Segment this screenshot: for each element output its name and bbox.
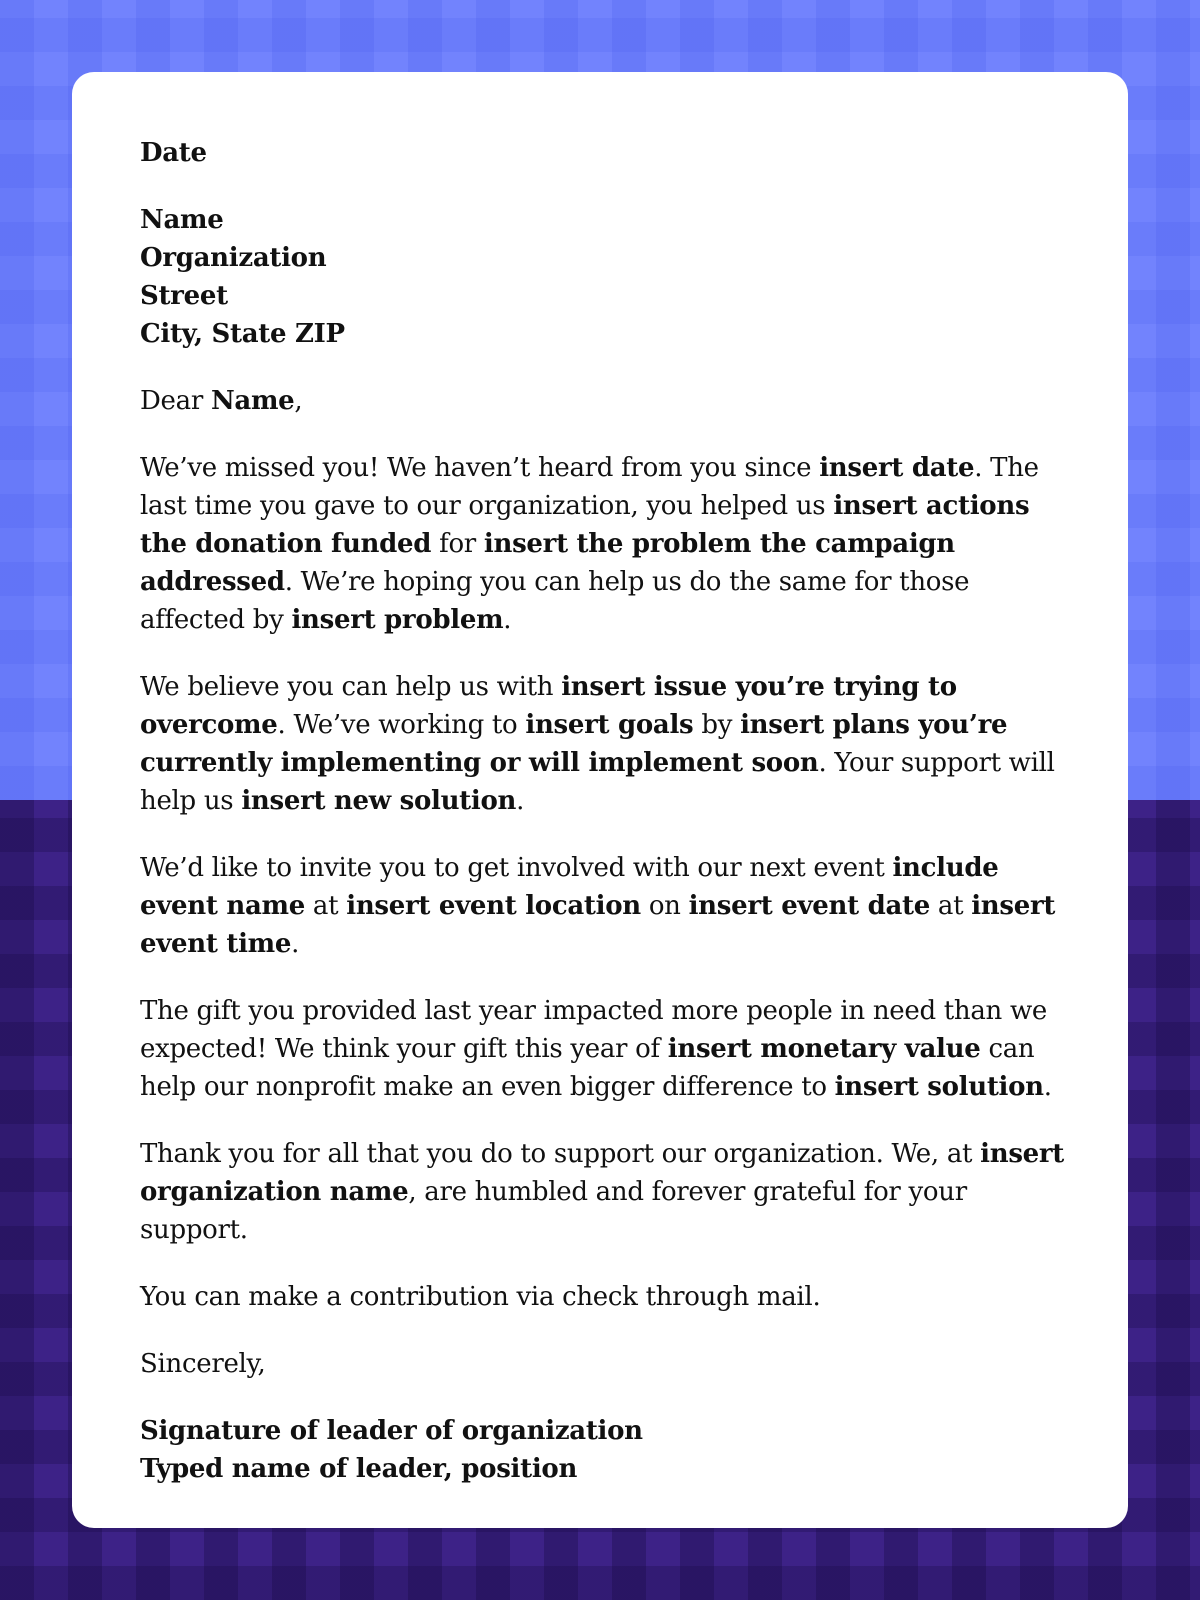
letter-card (72, 72, 1128, 1528)
paragraph-text: , are humbled and forever grateful for your support. (140, 1177, 967, 1245)
address-line: Name (140, 205, 224, 235)
paragraph-text: We believe you can help us with (140, 672, 562, 702)
address-line: City, State ZIP (140, 319, 345, 349)
paragraph-text: . (1043, 1072, 1052, 1102)
body-paragraph (140, 992, 1064, 1106)
body-paragraph (140, 668, 1064, 820)
paragraph-text: . We’ve working to (277, 710, 526, 740)
paragraph-text: You can make a contribution via check through mail. (140, 1282, 821, 1312)
paragraph-text: on (640, 891, 689, 921)
signature-block (140, 1412, 1064, 1488)
body-paragraph (140, 1278, 1064, 1316)
paragraph-text: at (304, 891, 347, 921)
paragraph-text: Thank you for all that you do to support our organization. We, at (140, 1139, 981, 1169)
placeholder-text: insert plans you’re currently implementing or will implement soon (140, 710, 1008, 778)
paragraph-text: . Your support will help us (140, 748, 1055, 816)
placeholder-text: insert event time (140, 891, 1056, 959)
body-paragraph (140, 449, 1064, 639)
letter-date: Date (140, 138, 207, 168)
paragraph-text: . We’re hoping you can help us do the same for those affected by (140, 567, 970, 635)
placeholder-text: insert issue you’re trying to overcome (140, 672, 957, 740)
placeholder-text: insert event location (346, 891, 641, 921)
paragraph-text: . (291, 929, 300, 959)
placeholder-text: insert the problem the campaign addressed (140, 529, 955, 597)
placeholder-text: insert problem (291, 605, 504, 635)
paragraph-text: . (516, 786, 525, 816)
closing: Sincerely, (140, 1349, 266, 1379)
body-paragraph (140, 849, 1064, 963)
recipient-address (140, 201, 1064, 353)
salutation: Dear Name, (140, 386, 303, 416)
paragraph-text: . (503, 605, 512, 635)
paragraph-text: for (431, 529, 484, 559)
placeholder-text: insert goals (525, 710, 694, 740)
paragraph-text: by (693, 710, 741, 740)
body-paragraph (140, 1135, 1064, 1249)
signature-line: Typed name of leader, position (140, 1454, 578, 1484)
paragraph-text: . The last time you gave to our organization, you helped us (140, 453, 1039, 521)
placeholder-text: insert organization name (140, 1139, 1065, 1207)
placeholder-text: insert solution (834, 1072, 1044, 1102)
signature-line: Signature of leader of organization (140, 1416, 643, 1446)
placeholder-text: insert new solution (241, 786, 517, 816)
placeholder-text: insert actions the donation funded (140, 491, 1030, 559)
placeholder-text: include event name (140, 853, 999, 921)
paragraph-text: can help our nonprofit make an even bigger difference to (140, 1034, 1035, 1102)
paragraph-text: at (929, 891, 972, 921)
paragraph-text: We’d like to invite you to get involved with our next event (140, 853, 893, 883)
address-line: Organization (140, 243, 327, 273)
address-line: Street (140, 281, 228, 311)
placeholder-text: insert date (819, 453, 975, 483)
paragraph-text: The gift you provided last year impacted more people in need than we expected! We think your gift this year of (140, 996, 1047, 1064)
paragraph-text: We’ve missed you! We haven’t heard from you since (140, 453, 820, 483)
placeholder-text: insert event date (688, 891, 930, 921)
placeholder-text: insert monetary value (667, 1034, 981, 1064)
